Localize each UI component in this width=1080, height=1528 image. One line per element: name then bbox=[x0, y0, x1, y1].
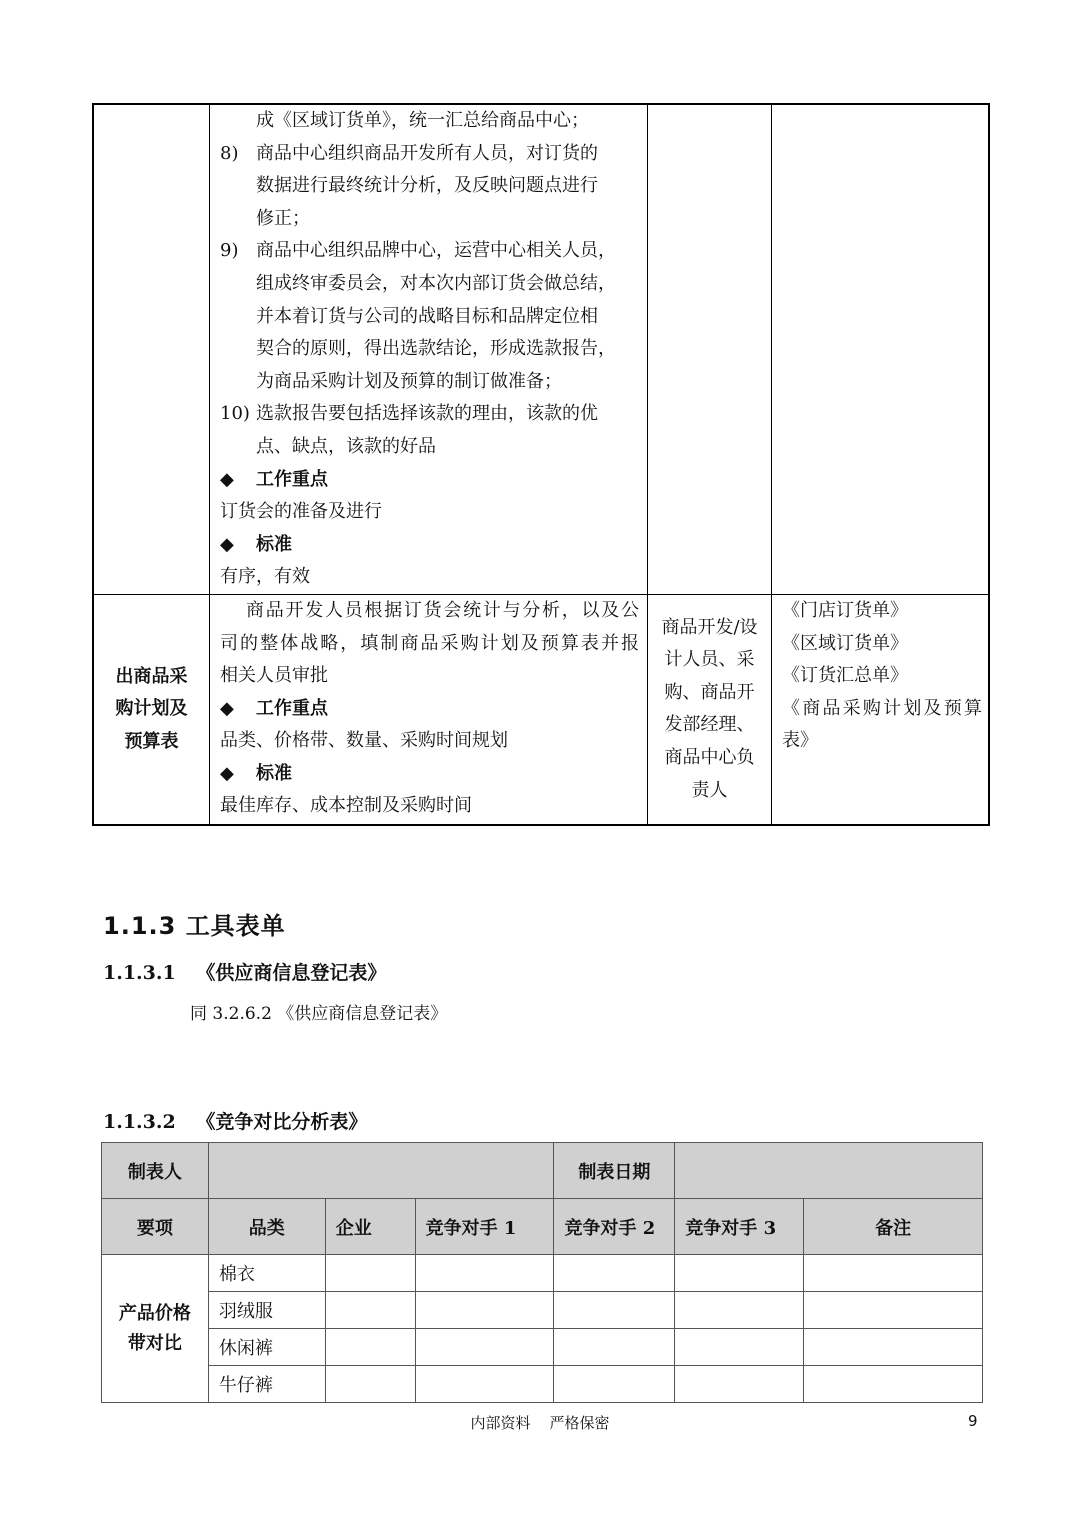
subsection-note: 同 3.2.6.2 《供应商信息登记表》 bbox=[190, 1004, 448, 1024]
item-number: 8) bbox=[220, 142, 239, 164]
column-header: 品类 bbox=[208, 1199, 325, 1255]
description-para: 商品开发人员根据订货会统计与分析，以及公 bbox=[246, 599, 639, 621]
date-value-cell[interactable] bbox=[675, 1143, 983, 1199]
numbered-item bbox=[220, 138, 639, 171]
input-cell[interactable] bbox=[675, 1366, 804, 1403]
role-line: 商品中心负 bbox=[664, 747, 755, 768]
focus-label: 工作重点 bbox=[256, 697, 328, 719]
role-line: 商品开发/设 bbox=[661, 616, 758, 638]
subsection-title: 《竞争对比分析表》 bbox=[196, 1111, 368, 1133]
doc-line: 表》 bbox=[782, 730, 818, 752]
group-label-line: 产品价格 bbox=[118, 1302, 191, 1324]
doc-line: 《订货汇总单》 bbox=[782, 665, 908, 687]
diamond-bullet-icon: ◆ bbox=[220, 762, 234, 784]
input-cell[interactable] bbox=[325, 1329, 415, 1366]
date-label: 制表日期 bbox=[554, 1143, 675, 1199]
standard-heading bbox=[220, 758, 639, 791]
table-row bbox=[102, 1329, 983, 1366]
column-header: 企业 bbox=[325, 1199, 415, 1255]
docs-cell bbox=[772, 594, 990, 825]
step-line: 购计划及 bbox=[115, 698, 188, 720]
standard-text: 最佳库存、成本控制及采购时间 bbox=[220, 795, 472, 817]
bullet-label: 工作重点 bbox=[256, 468, 328, 490]
item-continuation: 数据进行最终统计分析，及反映问题点进行 bbox=[256, 175, 598, 197]
bullet-heading bbox=[220, 529, 639, 562]
category-cell: 棉衣 bbox=[208, 1255, 325, 1292]
standard-label: 标准 bbox=[256, 762, 292, 784]
subsection-title: 《供应商信息登记表》 bbox=[196, 962, 387, 984]
input-cell[interactable] bbox=[554, 1292, 675, 1329]
doc-line: 《门店订货单》 bbox=[782, 599, 908, 621]
category-cell: 休闲裤 bbox=[208, 1329, 325, 1366]
step-cell bbox=[93, 104, 210, 594]
table-row bbox=[102, 1366, 983, 1403]
role-cell bbox=[648, 594, 772, 825]
step-cell bbox=[93, 594, 210, 825]
description-para: 司的整体战略，填制商品采购计划及预算表并报 bbox=[220, 632, 639, 654]
description-lines bbox=[220, 105, 639, 594]
docs-cell bbox=[772, 104, 990, 594]
step-line: 出商品采 bbox=[115, 665, 188, 687]
item-continuation: 为商品采购计划及预算的制订做准备； bbox=[256, 370, 562, 392]
page-number: 9 bbox=[968, 1412, 978, 1430]
input-cell[interactable] bbox=[804, 1292, 983, 1329]
category-cell: 羽绒服 bbox=[208, 1292, 325, 1329]
column-header: 竞争对手 3 bbox=[675, 1199, 804, 1255]
plain-text: 有序，有效 bbox=[220, 566, 310, 588]
input-cell[interactable] bbox=[804, 1329, 983, 1366]
input-cell[interactable] bbox=[325, 1366, 415, 1403]
item-continuation: 成《区域订货单》，统一汇总给商品中心； bbox=[256, 110, 589, 131]
competition-analysis-table bbox=[101, 1142, 983, 1403]
input-cell[interactable] bbox=[554, 1366, 675, 1403]
item-continuation: 并本着订货与公司的战略目标和品牌定位相 bbox=[256, 305, 598, 327]
role-line: 购、商品开 bbox=[664, 681, 755, 703]
maker-label: 制表人 bbox=[102, 1143, 209, 1199]
focus-heading bbox=[220, 693, 639, 726]
group-label bbox=[102, 1255, 209, 1403]
plain-text: 订货会的准备及进行 bbox=[220, 501, 382, 523]
item-continuation: 点、缺点，该款的好品 bbox=[256, 435, 436, 457]
input-cell[interactable] bbox=[415, 1292, 554, 1329]
item-text: 商品中心组织商品开发所有人员，对订货的 bbox=[256, 142, 598, 164]
description-cell bbox=[210, 594, 648, 825]
input-cell[interactable] bbox=[554, 1329, 675, 1366]
role-line: 计人员、采 bbox=[664, 649, 755, 671]
diamond-bullet-icon: ◆ bbox=[220, 533, 234, 555]
numbered-item bbox=[220, 398, 639, 431]
item-text: 商品中心组织品牌中心，运营中心相关人员， bbox=[256, 240, 616, 262]
subsection-heading-2 bbox=[103, 1107, 367, 1134]
item-text: 选款报告要包括选择该款的理由，该款的优 bbox=[256, 403, 598, 425]
input-cell[interactable] bbox=[675, 1292, 804, 1329]
header-row bbox=[102, 1199, 983, 1255]
input-cell[interactable] bbox=[675, 1255, 804, 1292]
subsection-number: 1.1.3.1 bbox=[103, 962, 176, 984]
item-number: 9) bbox=[220, 240, 239, 262]
input-cell[interactable] bbox=[804, 1366, 983, 1403]
process-row bbox=[93, 594, 989, 825]
item-number: 10) bbox=[220, 403, 250, 425]
description-para: 相关人员审批 bbox=[220, 665, 328, 687]
group-label-line: 带对比 bbox=[127, 1332, 182, 1354]
column-header: 要项 bbox=[102, 1199, 209, 1255]
column-header: 备注 bbox=[804, 1199, 983, 1255]
diamond-bullet-icon: ◆ bbox=[220, 697, 234, 719]
input-cell[interactable] bbox=[415, 1329, 554, 1366]
role-cell bbox=[648, 104, 772, 594]
numbered-item bbox=[220, 235, 639, 268]
footer-confidential: 内部资料 严格保密 bbox=[470, 1414, 610, 1432]
input-cell[interactable] bbox=[415, 1255, 554, 1292]
item-continuation: 组成终审委员会，对本次内部订货会做总结， bbox=[256, 272, 616, 294]
input-cell[interactable] bbox=[554, 1255, 675, 1292]
doc-line: 《区域订货单》 bbox=[782, 632, 908, 654]
column-header: 竞争对手 2 bbox=[554, 1199, 675, 1255]
input-cell[interactable] bbox=[675, 1329, 804, 1366]
item-continuation: 修正； bbox=[256, 207, 310, 229]
meta-row bbox=[102, 1143, 983, 1199]
column-header: 竞争对手 1 bbox=[415, 1199, 554, 1255]
diamond-bullet-icon: ◆ bbox=[220, 468, 234, 490]
doc-line: 《商品采购计划及预算 bbox=[782, 697, 982, 719]
category-cell: 牛仔裤 bbox=[208, 1366, 325, 1403]
description-cell bbox=[210, 104, 648, 594]
item-continuation: 契合的原则，得出选款结论，形成选款报告， bbox=[256, 338, 616, 360]
subsection-number: 1.1.3.2 bbox=[103, 1111, 176, 1133]
role-line: 发部经理、 bbox=[664, 714, 755, 736]
step-line: 预算表 bbox=[124, 730, 179, 752]
table-row bbox=[102, 1292, 983, 1329]
input-cell[interactable] bbox=[804, 1255, 983, 1292]
focus-text: 品类、价格带、数量、采购时间规划 bbox=[220, 730, 508, 752]
section-heading: 1.1.3 工具表单 bbox=[103, 912, 286, 940]
input-cell[interactable] bbox=[415, 1366, 554, 1403]
subsection-heading-1 bbox=[103, 958, 386, 985]
input-cell[interactable] bbox=[325, 1255, 415, 1292]
table-row bbox=[102, 1255, 983, 1292]
process-table bbox=[92, 103, 990, 826]
bullet-label: 标准 bbox=[256, 533, 292, 555]
maker-value-cell[interactable] bbox=[208, 1143, 554, 1199]
role-line: 责人 bbox=[691, 779, 728, 801]
bullet-heading bbox=[220, 464, 639, 497]
input-cell[interactable] bbox=[325, 1292, 415, 1329]
process-row bbox=[93, 104, 989, 594]
